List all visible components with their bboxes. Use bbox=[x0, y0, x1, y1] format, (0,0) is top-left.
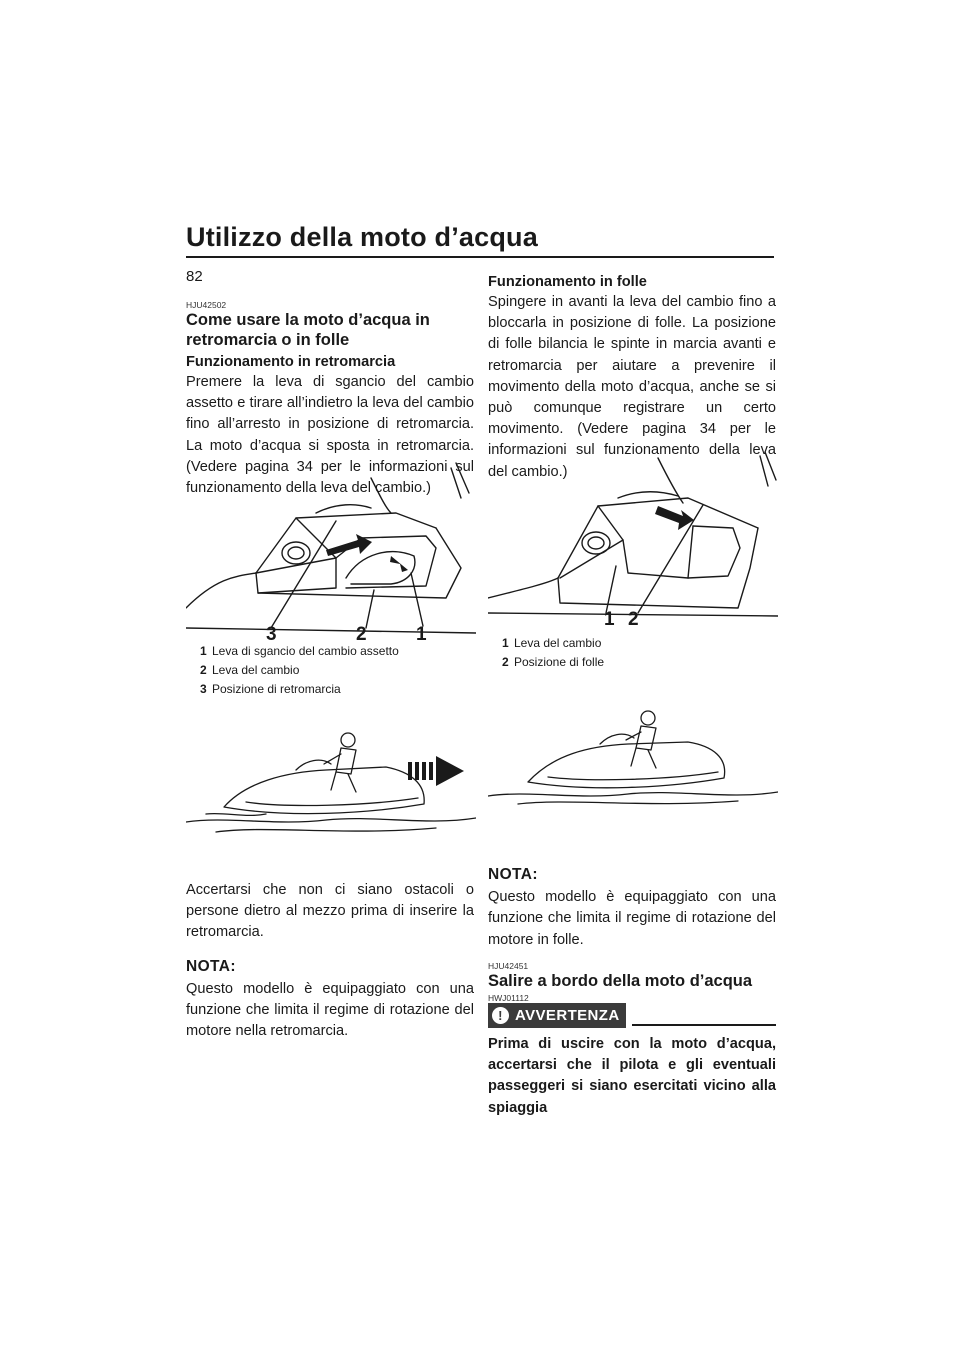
right-lower-text bbox=[488, 864, 776, 1119]
warning-rule bbox=[632, 1024, 776, 1026]
warning-code: HWJ01112 bbox=[488, 992, 529, 1003]
neutral-paragraph: Spingere in avanti la leva del cambio fino a bloccarla in posizione di folle. La posizione di folle bilancia le spinte in marcia avanti e retromarcia per aiutare a prevenire il movimento della moto d’acqua, anche se si può comunque registrare un certo movimento. (Vedere pagina 34 per le informazioni sul funzionamento della leva del cambio.) bbox=[488, 294, 776, 480]
section-heading: Come usare la moto d’acqua in retromarcia o in folle bbox=[186, 311, 430, 349]
watercraft-neutral-illustration bbox=[488, 700, 778, 810]
left-lower-text bbox=[186, 880, 474, 1042]
neutral-lever-illustration bbox=[488, 448, 778, 628]
figure-label-3: 3 bbox=[266, 624, 277, 644]
reverse-paragraph: Premere la leva di sgancio del cambio assetto e tirare all’indietro la leva del cambio fino all’arresto in posizione di retromarcia. La moto d’acqua si sposta in retromarcia. (Vedere pagina 34 per le informazioni sul funzionamento della leva del cambio.) bbox=[186, 374, 474, 497]
neutral-subheading: Funzionamento in folle bbox=[488, 274, 647, 290]
nota-text: Questo modello è equipaggiato con una funzione che limita il regime di rotazione del motore nella retromarcia. bbox=[186, 980, 474, 1040]
caption-item: 1 Leva del cambio bbox=[502, 636, 602, 650]
warning-header bbox=[488, 1003, 776, 1028]
caption-item: 2 Posizione di folle bbox=[502, 655, 605, 669]
watercraft-reverse-illustration bbox=[186, 712, 476, 842]
caption-item: 1 Leva di sgancio del cambio assetto bbox=[200, 644, 399, 658]
title-rule bbox=[186, 256, 774, 258]
figure-label-1: 1 bbox=[604, 609, 615, 628]
reverse-subheading: Funzionamento in retromarcia bbox=[186, 354, 396, 370]
caption-item: 2 Leva del cambio bbox=[200, 663, 300, 677]
section-code: HJU42451 bbox=[488, 960, 529, 971]
page-number: 82 bbox=[186, 268, 203, 285]
page-title: Utilizzo della moto d’acqua bbox=[186, 222, 538, 252]
nota-label: NOTA: bbox=[186, 957, 236, 975]
nota-text: Questo modello è equipaggiato con una funzione che limita il regime di rotazione del motore in folle. bbox=[488, 889, 776, 948]
boarding-heading: Salire a bordo della moto d’acqua bbox=[488, 971, 753, 990]
figure-label-2: 2 bbox=[628, 609, 639, 628]
reverse-lever-illustration bbox=[186, 458, 476, 644]
neutral-figure-caption bbox=[502, 634, 604, 672]
section-code: HJU42502 bbox=[186, 300, 227, 310]
warning-text: Prima di uscire con la moto d’acqua, accertarsi che il pilota e gli eventuali passeggeri si siano esercitati vicino alla spiaggia bbox=[488, 1036, 776, 1116]
reverse-figure-caption bbox=[200, 642, 399, 699]
figure-label-2: 2 bbox=[356, 624, 367, 644]
warning-badge: ! AVVERTENZA bbox=[488, 1003, 626, 1028]
warning-icon: ! bbox=[492, 1007, 509, 1024]
figure-label-1: 1 bbox=[416, 624, 427, 644]
caption-item: 3 Posizione di retromarcia bbox=[200, 682, 341, 696]
obstacle-paragraph: Accertarsi che non ci siano ostacoli o persone dietro al mezzo prima di inserire la retromarcia. bbox=[186, 882, 474, 941]
nota-label: NOTA: bbox=[488, 866, 538, 883]
